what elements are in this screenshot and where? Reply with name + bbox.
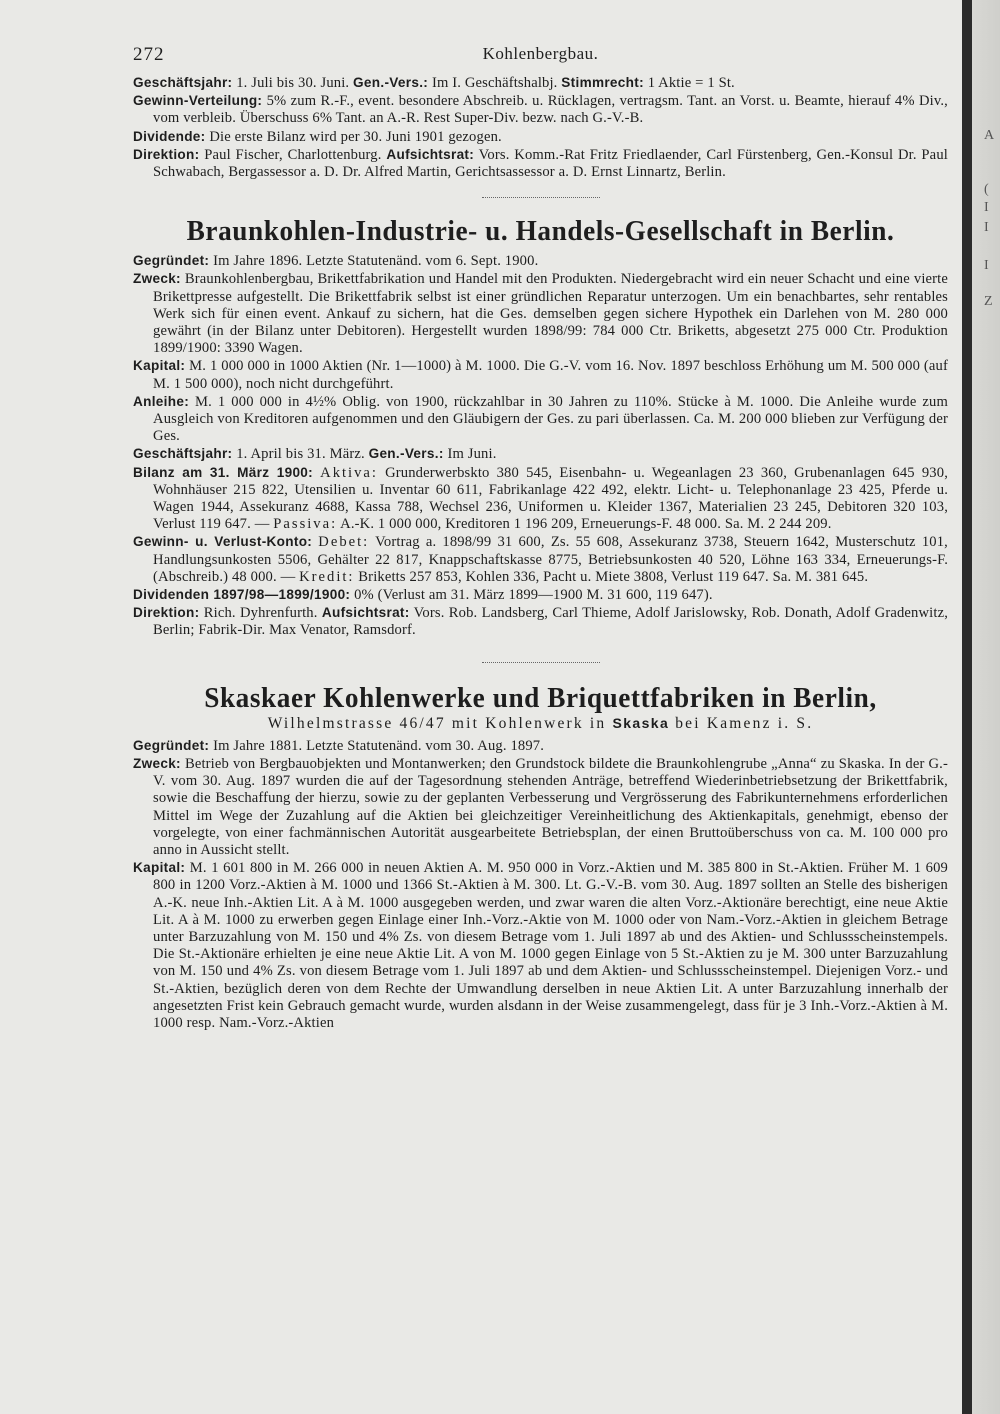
value: Vortrag a. 1898/99 31 600, Zs. 55 608, Assekuranz 3738, Steuern 1642, Musterschutz 101, Handlungsunkosten 5506, Gehälter 22 817, Knappschaftskasse 8775, Betriebsunkosten 40 520, Löhne 163 334, Erneuerungs-F. (Abschreib.) 48 000. — <box>153 534 948 585</box>
value: Vors. Komm.-Rat Fritz Friedlaender, Carl Fürstenberg, Gen.-Konsul Dr. Paul Schwabach, Bergassessor a. D. Dr. Alfred Martin, Gerichtsassessor a. D. Ernst Linnartz, Berlin. <box>153 146 948 181</box>
margin-mark: A <box>984 128 995 143</box>
value: Paul Fischer, Charlottenburg. <box>204 146 382 163</box>
value: Im Jahre 1881. Letzte Statutenänd. vom 30. Aug. 1897. <box>213 737 545 754</box>
entry-gewinn-verlust-konto <box>133 533 948 586</box>
entry-anleihe <box>133 393 948 446</box>
entry-kapital <box>133 357 948 392</box>
section-previous-company <box>133 74 948 181</box>
label: Gegründet: <box>133 253 210 269</box>
entry-bilanz <box>133 464 948 534</box>
label: Gewinn- u. Verlust-Konto: <box>133 534 313 550</box>
binding-gutter <box>962 0 1000 1414</box>
entry-direktion <box>133 604 948 639</box>
entry-zweck <box>133 270 948 357</box>
label: Gen.-Vers.: <box>353 75 429 90</box>
section-divider <box>482 662 600 663</box>
address-text: Wilhelmstrasse 46/47 mit Kohlenwerk in <box>267 714 607 732</box>
label: Bilanz am 31. März 1900: <box>133 464 313 480</box>
page-header <box>133 40 948 74</box>
value: Im Juni. <box>447 446 497 463</box>
entry-gegruendet <box>133 737 948 755</box>
page-number: 272 <box>133 44 165 65</box>
value: A.-K. 1 000 000, Kreditoren 1 196 209, Erneuerungs-F. 48 000. Sa. M. 2 244 209. <box>340 516 832 533</box>
value: M. 1 601 800 in M. 266 000 in neuen Aktien A. M. 950 000 in Vorz.-Aktien und M. 385 800 in St.-Aktien. Früher M. 1 609 800 in 1200 Vorz.-Aktien à M. 1000 und 1366 St.-Aktien à M. 300. Lt. G.-V.-B. vom 30. Aug. 1897 sollten an Stelle des bisherigen A.-K. neue Inh.-Aktien Lit. A à M. 1000 ausgegeben werden, und zwar waren die alten Vorz.-Aktionäre berechtigt, eine neue Aktie Lit. A à M. 1000 zu erwerben gegen Einlage einer Inh.-Vorz.-Aktie von M. 1000 oder von Nam.-Vorz.-Aktien in gleichem Betrage unter Barzuzahlung von M. 150 und 4% Zs. von diesem Betrage vom 1. Juli 1897 ab und des Aktien- und Schlussscheinstempels. Die St.-Aktionäre erhielten je eine neue Aktie Lit. A von M. 1000 gegen Einlage von 5 St.-Aktien zu je M. 300 unter Barzuzahlung von M. 150 und 4% Zs. von diesem Betrage vom 1. Juli 1897 ab und dem Aktien- und Schlussscheinstempel. Diejenigen Vorz.- und St.-Aktien, bezüglich deren von dem Rechte der Umwandlung derselben in neue Aktien Lit. A unter Barzuzahlung innerhalb der angesetzten Frist kein Gebrauch gemacht wurde, wurden alsdann in der Weise zusammengelegt, dass für je 3 Inh.-Vorz.-Aktien à M. 1000 resp. Nam.-Vorz.-Aktien <box>153 860 948 1031</box>
label: Kapital: <box>133 358 186 374</box>
label: Gewinn-Verteilung: <box>133 93 263 109</box>
entry-direktion <box>133 146 948 181</box>
entry-dividende <box>133 128 948 146</box>
margin-mark: Z <box>984 294 993 309</box>
margin-mark: I <box>984 220 989 235</box>
value: 1. Juli bis 30. Juni. <box>236 75 350 91</box>
value: M. 1 000 000 in 1000 Aktien (Nr. 1—1000) à M. 1000. Die G.-V. vom 16. Nov. 1897 beschloss Erhöhung um M. 500 000 (auf M. 1 500 000), noch nicht durchgeführt. <box>153 358 948 392</box>
margin-mark: ( <box>984 182 989 197</box>
label: Dividende: <box>133 128 206 144</box>
margin-mark: I <box>984 258 989 273</box>
value: Im Jahre 1896. Letzte Statutenänd. vom 6. Sept. 1900. <box>213 253 539 270</box>
entry-kapital <box>133 859 948 1032</box>
address-suffix: bei Kamenz i. S. <box>675 714 814 732</box>
label: Direktion: <box>133 605 200 621</box>
debet-word: Debet: <box>318 534 370 551</box>
aktiva-word: Aktiva: <box>320 464 378 481</box>
section-divider <box>482 197 600 198</box>
company-address <box>133 715 948 733</box>
label: Geschäftsjahr: <box>133 446 233 462</box>
value: Betrieb von Bergbauobjekten und Montanwerken; den Grundstock bildete die Braunkohlengrube „Anna“ zu Skaska. In der G.-V. vom 30. Aug. 1897 wurden die auf der Tagesordnung stehenden Anträge, betreffend Wiederinbetriebsetzung der Brikettfabrik, sowie die Beschaffung der hierzu, sowie zu der geplanten Verbesserung und Vergrösserung des Fabrikunternehmens erforderlichen Mittel im Wege der Zuzahlung auf die Aktien bei gleichzeitiger Vereinheitlichung des Aktienkapitals, genehmigt, ebenso der vorgelegte, von einer fachmännischen Autorität ausgearbeitete Betriebsplan, der einen Bruttoüberschuss von ca. M. 100 000 pro anno in Aussicht stellt. <box>153 755 948 858</box>
value: 1. April bis 31. März. <box>236 446 365 463</box>
page-content <box>133 40 948 1032</box>
company-title-braunkohlen: Braunkohlen-Industrie- u. Handels-Gesellschaft in Berlin. <box>186 215 895 248</box>
value: Die erste Bilanz wird per 30. Juni 1901 gezogen. <box>209 128 502 145</box>
margin-mark: I <box>984 200 989 215</box>
label: Zweck: <box>133 755 181 771</box>
value: Im I. Geschäftshalbj. <box>431 75 558 91</box>
value: 0% (Verlust am 31. März 1899—1900 M. 31 600, 119 647). <box>354 587 713 604</box>
value: 5% zum R.-F., event. besondere Abschreib. u. Rücklagen, vertragsm. Tant. an Vorst. u. Beamte, hierauf 4% Div., vom verbleib. Überschuss 6% Tant. an A.-R. Rest Super-Div. bezw. nach G.-V.-B. <box>153 93 948 127</box>
value: Vors. Rob. Landsberg, Carl Thieme, Adolf Jarislowsky, Rob. Donath, Adolf Gradenwitz, Berlin; Fabrik-Dir. Max Venator, Ramsdorf. <box>153 605 949 639</box>
section-skaskaer <box>133 737 948 1032</box>
label: Direktion: <box>133 146 200 162</box>
label: Stimmrecht: <box>561 75 644 90</box>
label: Gegründet: <box>133 737 210 753</box>
entry-geschaeftsjahr <box>133 445 948 463</box>
value: Braunkohlenbergbau, Brikettfabrikation und Handel mit den Produkten. Niedergebracht wird ein neuer Schacht und eine vierte Brikettpresse aufgestellt. Die Brikettfabrik selbst ist einer gründlichen Reparatur unterzogen. Um ein benachbartes, sehr rentables Werk sich für einen event. Ankauf zu sichern, hat die Ges. demselben gegen sichere Hypothek ein Darlehen von M. 280 000 gewährt (in der Bilanz unter Debitoren). Hergestellt wurden 1898/99: 784 000 Ctr. Briketts, abgesetzt 275 000 Ctr. Produktion 1899/1900: 3390 Wagen. <box>153 271 948 357</box>
value: 1 Aktie = 1 St. <box>647 75 735 91</box>
running-title: Kohlenbergbau. <box>482 44 599 63</box>
label: Aufsichtsrat: <box>321 605 410 621</box>
value: M. 1 000 000 in 4½% Oblig. von 1900, rückzahlbar in 30 Jahren zu 110%. Stücke à M. 1000. Die Anleihe wurde zum Ausgleich von Kreditoren aufgenommen und den Gläubigern der Ges. zu pari überlassen. Ca. M. 200 000 blieben zur Verfügung der Ges. <box>153 393 948 445</box>
passiva-word: Passiva: <box>273 516 338 533</box>
label: Geschäftsjahr: <box>133 75 233 90</box>
entry-zweck <box>133 755 948 859</box>
entry-gewinn-verteilung <box>133 92 948 127</box>
value: Briketts 257 853, Kohlen 336, Pacht u. Miete 3808, Verlust 119 647. Sa. M. 381 645. <box>358 568 869 585</box>
entry-dividenden <box>133 586 948 604</box>
label: Dividenden 1897/98—1899/1900: <box>133 587 351 603</box>
value: Grunderwerbskto 380 545, Eisenbahn- u. Wegeanlagen 23 360, Grubenanlagen 645 930, Wohnhäuser 215 822, Utensilien u. Inventar 60 611, Fabrikanlage 422 492, elektr. Licht- u. Telephonanlage 23 425, Pferde u. Wagen 1944, Assekuranz 4688, Kassa 788, Wechsel 236, Uniformen u. Kleider 1367, Materialien 23 245, Debitoren 320 103, Verlust 119 647. — <box>153 464 948 533</box>
section-braunkohlen <box>133 252 948 639</box>
label: Kapital: <box>133 860 186 876</box>
entry-gegruendet <box>133 252 948 270</box>
company-title-skaskaer: Skaskaer Kohlenwerke und Briquettfabriken in Berlin, <box>204 681 877 714</box>
label: Gen.-Vers.: <box>368 446 444 462</box>
kredit-word: Kredit: <box>299 568 355 585</box>
label: Anleihe: <box>133 393 190 409</box>
place-name: Skaska <box>612 714 670 731</box>
value: Rich. Dyhrenfurth. <box>203 605 318 622</box>
label: Aufsichtsrat: <box>386 146 475 162</box>
entry-geschaeftsjahr <box>133 74 948 92</box>
label: Zweck: <box>133 271 181 287</box>
